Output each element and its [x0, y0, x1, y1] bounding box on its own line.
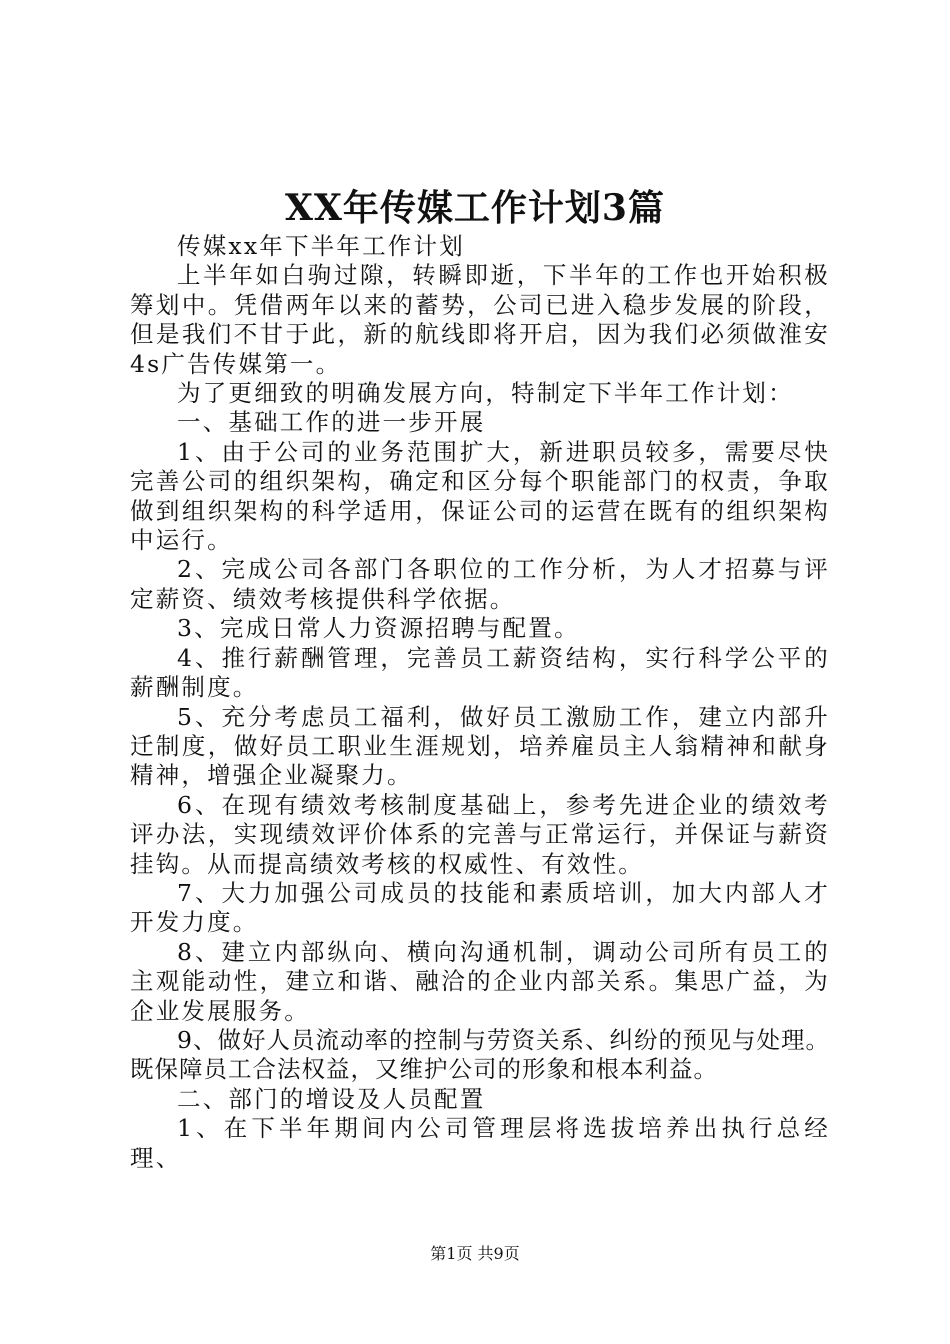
list-item-9: 9、做好人员流动率的控制与劳资关系、纠纷的预见与处理。既保障员工合法权益，又维护公司的形象和根本利益。 — [130, 1025, 830, 1084]
list-item-2: 2、完成公司各部门各职位的工作分析，为人才招募与评定薪资、绩效考核提供科学依据。 — [130, 555, 830, 613]
list-item-6: 6、在现有绩效考核制度基础上，参考先进企业的绩效考评办法，实现绩效评价体系的完善与正常运行，并保证与薪资挂钩。从而提高绩效考核的权威性、有效性。 — [130, 790, 830, 878]
list-item-5: 5、充分考虑员工福利，做好员工激励工作，建立内部升迁制度，做好员工职业生涯规划，培养雇员主人翁精神和献身精神，增强企业凝聚力。 — [130, 702, 830, 790]
list-item-2-1: 1、在下半年期间内公司管理层将选拔培养出执行总经理、 — [130, 1114, 830, 1172]
list-item-1: 1、由于公司的业务范围扩大，新进职员较多，需要尽快完善公司的组织架构，确定和区分每个职能部门的权责，争取做到组织架构的科学适用，保证公司的运营在既有的组织架构中运行。 — [130, 437, 830, 555]
section-heading-1: 一、基础工作的进一步开展 — [177, 408, 486, 437]
list-item-3: 3、完成日常人力资源招聘与配置。 — [177, 614, 580, 643]
document-title: XX年传媒工作计划3篇 — [285, 187, 665, 229]
list-item-8: 8、建立内部纵向、横向沟通机制，调动公司所有员工的主观能动性，建立和谐、融洽的企业内部关系。集思广益，为企业发展服务。 — [130, 937, 830, 1025]
section-heading-2: 二、部门的增设及人员配置 — [177, 1084, 486, 1113]
paragraph-subtitle: 传媒xx年下半年工作计划 — [177, 232, 465, 260]
paragraph-purpose: 为了更细致的明确发展方向，特制定下半年工作计划： — [177, 379, 794, 408]
paragraph-intro: 上半年如白驹过隙，转瞬即逝，下半年的工作也开始积极筹划中。凭借两年以来的蓄势，公司已进入稳步发展的阶段，但是我们不甘于此，新的航线即将开启，因为我们必须做淮安4s广告传媒第一。 — [130, 261, 830, 378]
list-item-4: 4、推行薪酬管理，完善员工薪资结构，实行科学公平的薪酬制度。 — [130, 643, 830, 702]
page-number: 第1页 共9页 — [430, 1244, 520, 1263]
list-item-7: 7、大力加强公司成员的技能和素质培训，加大内部人才开发力度。 — [130, 878, 830, 937]
document-body — [130, 232, 830, 1173]
